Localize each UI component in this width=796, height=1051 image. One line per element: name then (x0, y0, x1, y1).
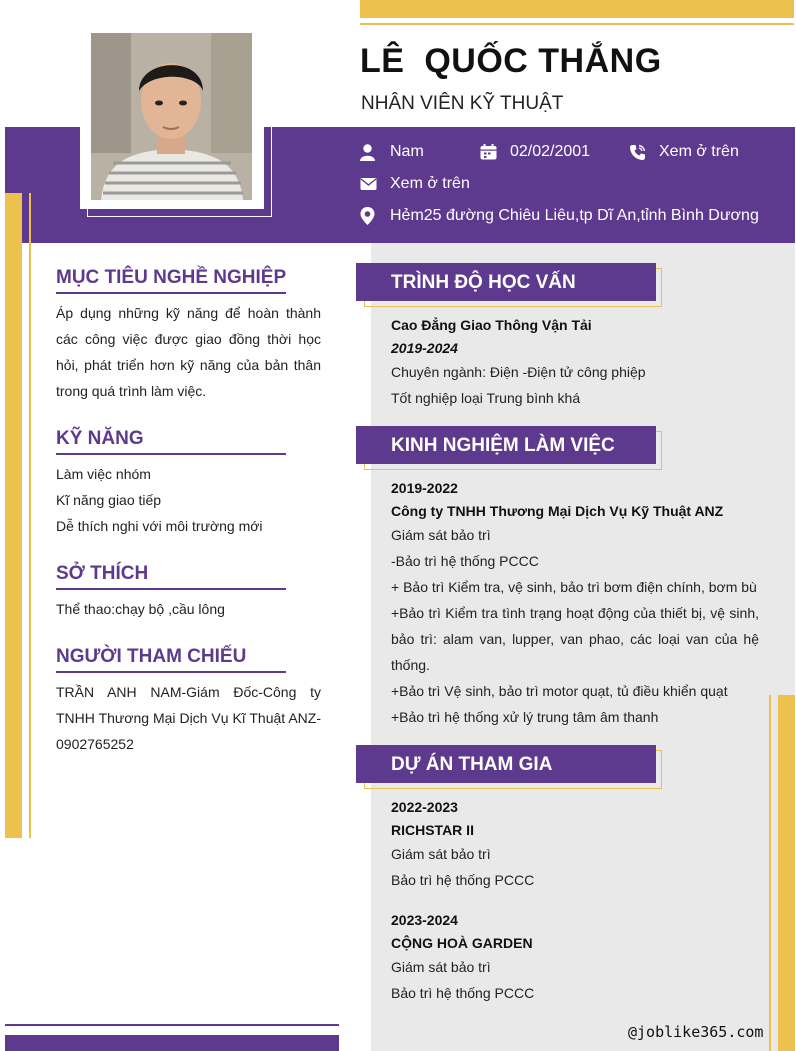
experience-line: +Bảo trì Kiểm tra tình trạng hoạt động của thiết bị, vệ sinh, bảo trì: alam van, lupper, van phao, các loại van của hệ thống. (391, 605, 759, 673)
hobbies-heading: SỞ THÍCH (56, 563, 149, 584)
objective-underline (56, 292, 286, 294)
project-years: 2022-2023 (391, 799, 458, 815)
address-value: Hẻm25 đường Chiêu Liêu,tp Dĩ An,tỉnh Bình Dương (390, 207, 759, 224)
contact-birthdate (480, 142, 590, 162)
email-value: Xem ở trên (390, 175, 470, 192)
experience-company: Công ty TNHH Thương Mại Dịch Vụ Kỹ Thuật ANZ (391, 503, 724, 519)
experience-line: -Bảo trì hệ thống PCCC (391, 553, 539, 569)
project-task: Bảo trì hệ thống PCCC (391, 985, 535, 1001)
experience-line: + Bảo trì Kiểm tra, vệ sinh, bảo trì bơm điện chính, bơm bù (391, 579, 757, 595)
project-role: Giám sát bảo trì (391, 959, 491, 975)
projects-heading: DỰ ÁN THAM GIA (391, 754, 553, 775)
experience-role: Giám sát bảo trì (391, 527, 491, 543)
project-role: Giám sát bảo trì (391, 846, 491, 862)
hobbies-underline (56, 588, 286, 590)
left-accent-bar (5, 193, 22, 838)
gender-value: Nam (390, 143, 424, 160)
envelope-icon (360, 174, 382, 194)
skill-item: Làm việc nhóm (56, 466, 151, 482)
contact-gender (360, 142, 424, 162)
bottom-accent-bar (5, 1035, 339, 1051)
job-title: NHÂN VIÊN KỸ THUẬT (361, 93, 564, 114)
top-accent-line (360, 23, 794, 25)
left-accent-line (29, 193, 31, 838)
references-heading: NGƯỜI THAM CHIẾU (56, 646, 247, 667)
phone-icon (629, 142, 651, 162)
right-accent-bar (778, 695, 795, 1051)
skills-underline (56, 453, 286, 455)
right-accent-line (769, 695, 771, 1051)
project-name: CỘNG HOÀ GARDEN (391, 935, 533, 951)
skill-item: Dễ thích nghi với môi trường mới (56, 518, 263, 534)
user-icon (360, 142, 382, 162)
project-task: Bảo trì hệ thống PCCC (391, 872, 535, 888)
education-school: Cao Đẳng Giao Thông Vận Tải (391, 317, 592, 333)
project-years: 2023-2024 (391, 912, 458, 928)
contact-phone (629, 142, 739, 162)
candidate-name: LÊ QUỐC THẮNG (360, 42, 662, 80)
map-pin-icon (360, 206, 382, 226)
experience-heading: KINH NGHIỆM LÀM VIỆC (391, 435, 615, 456)
education-heading: TRÌNH ĐỘ HỌC VẤN (391, 272, 576, 293)
bottom-accent-line (5, 1024, 339, 1026)
objective-heading: MỤC TIÊU NGHỀ NGHIỆP (56, 267, 287, 288)
calendar-icon (480, 142, 502, 162)
hobbies-text: Thể thao:chạy bộ ,cầu lông (56, 601, 225, 617)
references-text: TRẦN ANH NAM-Giám Đốc-Công ty TNHH Thương Mại Dịch Vụ Kĩ Thuật ANZ-0902765252 (56, 684, 321, 752)
skill-item: Kĩ năng giao tiếp (56, 492, 162, 508)
person-silhouette-icon (91, 33, 252, 200)
phone-value: Xem ở trên (659, 143, 739, 160)
education-years: 2019-2024 (391, 340, 458, 356)
profile-photo (91, 33, 252, 200)
references-underline (56, 671, 286, 673)
skills-heading: KỸ NĂNG (56, 428, 144, 449)
education-grade: Tốt nghiệp loại Trung bình khá (391, 390, 581, 406)
education-major: Chuyên ngành: Điện -Điện tử công phiệp (391, 364, 646, 380)
project-name: RICHSTAR II (391, 822, 474, 838)
watermark: @joblike365.com (628, 1023, 764, 1041)
birthdate-value: 02/02/2001 (510, 143, 591, 160)
experience-line: +Bảo trì hệ thống xử lý trung tâm âm thanh (391, 709, 659, 725)
top-accent-bar (360, 0, 794, 18)
contact-email (360, 174, 470, 194)
contact-address (360, 206, 759, 226)
objective-text: Áp dụng những kỹ năng để hoàn thành các công việc được giao đồng thời học hỏi, phát triển hơn kỹ năng của bản thân trong quá trình làm việc. (56, 305, 321, 399)
experience-line: +Bảo trì Vệ sinh, bảo trì motor quạt, tủ điều khiển quạt (391, 683, 728, 699)
experience-years: 2019-2022 (391, 480, 458, 496)
